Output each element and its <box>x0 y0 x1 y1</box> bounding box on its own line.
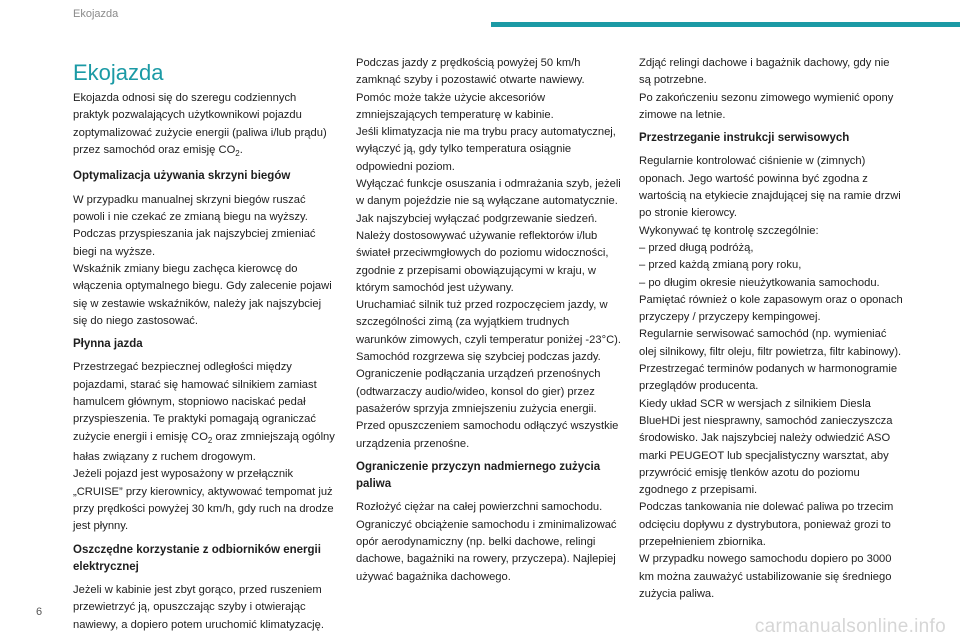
heading-electric: Oszczędne korzystanie z odbiorników energii elektrycznej <box>73 543 321 573</box>
smooth-paragraph-2: Jeżeli pojazd jest wyposażony w przełącznik „CRUISE” przy kierownicy, aktywować tempomat już przy prędkości powyżej 30 km/h, gdy ruch na drodze jest płynny. <box>73 468 334 533</box>
paragraph: Podczas tankowania nie dolewać paliwa po trzecim odcięciu dopływu z dystrybutora, ponieważ grozi to przepełnieniem zbiornika. <box>639 501 894 549</box>
paragraph: Regularnie kontrolować ciśnienie w (zimnych) oponach. Jego wartość powinna być zgodna z wartością na etykiecie znajdującej się na ramie drzwi po stronie kierowcy. <box>639 155 901 220</box>
column-2 <box>356 55 621 586</box>
electric-paragraph-1: Jeżeli w kabinie jest zbyt gorąco, przed ruszeniem przewietrzyć ją, opuszczając szyby i otwierając nawiewy, a dopiero potem uruchomić klimatyzację. <box>73 584 324 631</box>
paragraph: Jak najszybciej wyłączać podgrzewanie siedzeń. <box>356 212 598 225</box>
heading-fuel-consumption: Ograniczenie przyczyn nadmiernego zużycia paliwa <box>356 460 601 491</box>
paragraph: Kiedy układ SCR w wersjach z silnikiem Diesla BlueHDi jest niesprawny, samochód zanieczyszcza środowisko. Jak najszybciej należy odwiedzić ASO marki PEUGEOT lub specjalistyczny warsztat, aby przywrócić emisję tlenków azotu do poziomu zgodnego z przepisami. <box>639 397 893 497</box>
heading-service: Przestrzeganie instrukcji serwisowych <box>639 132 850 145</box>
list-item: – przed każdą zmianą pory roku, <box>639 259 802 272</box>
list-item: – przed długą podróżą, <box>639 241 754 254</box>
page-number: 6 <box>36 606 43 618</box>
paragraph: Ograniczenie podłączania urządzeń przenośnych (odtwarzaczy audio/wideo, konsol do gier) przez pasażerów sprzyja zmniejszeniu zużycia energii. <box>356 368 601 415</box>
gearbox-paragraph-1: W przypadku manualnej skrzyni biegów ruszać powoli i nie czekać ze zmianą biegu na wyższy. Podczas przyspieszania jak najszybciej zmieniać biegi na wyższe. <box>73 193 316 258</box>
column-1 <box>73 60 335 634</box>
paragraph: Jeśli klimatyzacja nie ma trybu pracy automatycznej, wyłączyć ją, gdy tylko temperatura osiągnie odpowiedni poziom. <box>356 126 616 173</box>
running-header: Ekojazda <box>73 8 119 20</box>
paragraph: Wykonywać tę kontrolę szczególnie: <box>639 224 819 237</box>
page-title: Ekojazda <box>73 60 164 85</box>
heading-gearbox: Optymalizacja używania skrzyni biegów <box>73 170 291 183</box>
list-item: – po długim okresie nieużytkowania samochodu. <box>639 276 880 289</box>
paragraph: W przypadku nowego samochodu dopiero po 3000 km można zauważyć ustabilizowanie się średniego zużycia paliwa. <box>639 553 892 600</box>
header-accent-bar <box>491 22 960 27</box>
heading-smooth-driving: Płynna jazda <box>73 338 143 351</box>
paragraph: Pamiętać również o kole zapasowym oraz o oponach przyczepy / przyczepy kempingowej. <box>639 293 903 324</box>
paragraph: Podczas jazdy z prędkością powyżej 50 km/h zamknąć szyby i pozostawić otwarte nawiewy. <box>356 57 585 87</box>
paragraph: Przed opuszczeniem samochodu odłączyć wszystkie urządzenia przenośne. <box>356 420 619 450</box>
smooth-paragraph-1: Przestrzegać bezpiecznej odległości między pojazdami, starać się hamować silnikiem zamiast hamulcem głównym, stopniowo naciskać pedał przyspieszenia. Te praktyki pomagają ograniczać zużycie energii i emisję $CO_2$ oraz zmniejszają ogólny hałas związany z ruchem drogowym. <box>73 361 335 464</box>
column-3 <box>639 55 904 603</box>
paragraph: Wyłączać funkcje osuszania i odmrażania szyb, jeżeli w danym pojeździe nie są wyłączane automatycznie. <box>356 178 621 208</box>
paragraph: Po zakończeniu sezonu zimowego wymienić opony zimowe na letnie. <box>639 91 894 121</box>
paragraph: Zdjąć relingi dachowe i bagażnik dachowy, gdy nie są potrzebne. <box>639 57 890 87</box>
paragraph: Regularnie serwisować samochód (np. wymieniać olej silnikowy, filtr oleju, filtr powietrza, filtr kabinowy). Przestrzegać terminów podanych w harmonogramie przeglądów producenta. <box>639 328 902 393</box>
intro-paragraph: Ekojazda odnosi się do szeregu codziennych praktyk pozwalających użytkownikowi pojazdu zoptymalizować zużycie energii (paliwa i/lub prądu) przez samochód oraz emisję $CO_2$. <box>73 92 327 159</box>
paragraph: Uruchamiać silnik tuż przed rozpoczęciem jazdy, w szczególności zimą (za wyjątkiem trudnych warunków zimowych, czyli temperatur poniżej -23°C). Samochód rozgrzewa się szybciej podczas jazdy. <box>356 299 621 364</box>
paragraph: Należy dostosowywać używanie reflektorów i/lub świateł przeciwmgłowych do poziomu widoczności, zgodnie z przepisami obowiązującymi w kraju, w którym samochód jest używany. <box>356 229 609 294</box>
paragraph: Pomóc może także użycie akcesoriów zmniejszających temperaturę w kabinie. <box>356 91 554 121</box>
paragraph: Rozłożyć ciężar na całej powierzchni samochodu. Ograniczyć obciążenie samochodu i zminimalizować opór aerodynamiczny (np. belki dachowe, relingi dachowe, bagażniki na rowery, przyczepa). Najlepiej używać bagażnika dachowego. <box>356 501 617 583</box>
watermark: carmanualsonline.info <box>754 616 946 637</box>
gearbox-paragraph-2: Wskaźnik zmiany biegu zachęca kierowcę do włączenia optymalnego biegu. Gdy zalecenie pojawi się w zestawie wskaźników, należy jak najszybciej się do niego zastosować. <box>73 262 332 327</box>
